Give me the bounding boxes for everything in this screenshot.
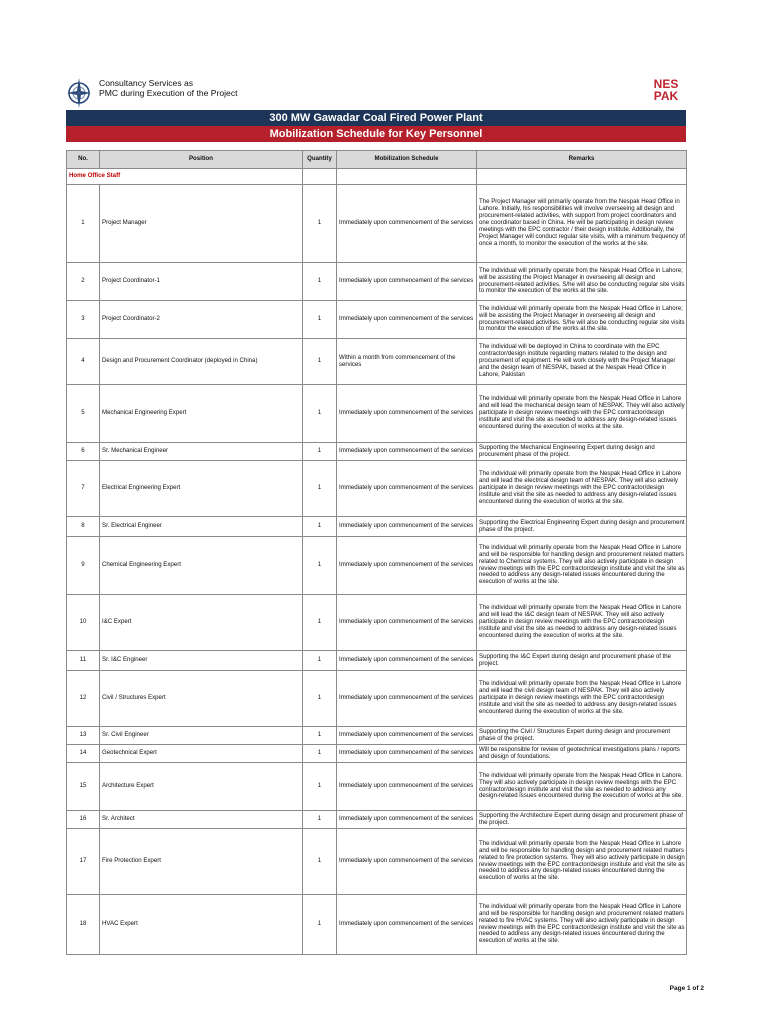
row-quantity: 1 bbox=[303, 829, 337, 895]
row-remarks: The individual will primarily operate from the Nespak Head Office in Lahore and will be responsible for handling design and procurement related matters related to fire protection systems. They will also actively participate in design review meetings with the EPC contractor/design institute and visit the site as needed to address any design-related issues encountered during the execution of works at the site. bbox=[477, 829, 687, 895]
document-header bbox=[66, 76, 686, 110]
row-remarks: The individual will primarily operate from the Nespak Head Office in Lahore and will lead the mechanical design team of NESPAK. They will also actively participate in design review meetings with the EPC contractor/design institute and visit the site as needed to address any design-related issues encountered during the execution of works at the site. bbox=[477, 385, 687, 443]
row-remarks: Supporting the Architecture Expert during design and procurement phase of the project. bbox=[477, 811, 687, 829]
row-position: Project Coordinator-2 bbox=[100, 301, 303, 339]
row-quantity: 1 bbox=[303, 651, 337, 671]
row-position: Civil / Structures Expert bbox=[100, 671, 303, 727]
row-position: Fire Protection Expert bbox=[100, 829, 303, 895]
row-position: Sr. Electrical Engineer bbox=[100, 517, 303, 537]
row-position: Sr. I&C Engineer bbox=[100, 651, 303, 671]
row-number: 16 bbox=[67, 811, 100, 829]
table-row bbox=[67, 301, 687, 339]
row-position: I&C Expert bbox=[100, 595, 303, 651]
table-row bbox=[67, 185, 687, 263]
row-schedule: Immediately upon commencement of the services bbox=[337, 895, 477, 955]
row-quantity: 1 bbox=[303, 339, 337, 385]
row-number: 7 bbox=[67, 461, 100, 517]
row-number: 4 bbox=[67, 339, 100, 385]
row-number: 1 bbox=[67, 185, 100, 263]
section-empty-cell bbox=[477, 169, 687, 185]
section-label: Home Office Staff bbox=[67, 169, 303, 185]
row-quantity: 1 bbox=[303, 537, 337, 595]
section-empty-cell bbox=[303, 169, 337, 185]
page-number: Page 1 of 2 bbox=[669, 985, 704, 992]
row-remarks: Supporting the Mechanical Engineering Expert during design and procurement phase of the project. bbox=[477, 443, 687, 461]
row-quantity: 1 bbox=[303, 263, 337, 301]
row-quantity: 1 bbox=[303, 895, 337, 955]
consultancy-line-2: PMC during Execution of the Project bbox=[99, 88, 238, 98]
row-schedule: Immediately upon commencement of the services bbox=[337, 301, 477, 339]
table-header-row bbox=[67, 151, 687, 169]
row-number: 11 bbox=[67, 651, 100, 671]
row-position: Project Coordinator-1 bbox=[100, 263, 303, 301]
table-row bbox=[67, 671, 687, 727]
row-schedule: Immediately upon commencement of the services bbox=[337, 263, 477, 301]
row-position: Electrical Engineering Expert bbox=[100, 461, 303, 517]
mobilization-schedule-table bbox=[66, 150, 687, 955]
row-position: Mechanical Engineering Expert bbox=[100, 385, 303, 443]
row-schedule: Immediately upon commencement of the services bbox=[337, 461, 477, 517]
table-row bbox=[67, 811, 687, 829]
row-position: Sr. Architect bbox=[100, 811, 303, 829]
row-schedule: Immediately upon commencement of the services bbox=[337, 829, 477, 895]
row-quantity: 1 bbox=[303, 385, 337, 443]
row-schedule: Immediately upon commencement of the services bbox=[337, 745, 477, 763]
table-row bbox=[67, 651, 687, 671]
row-position: Design and Procurement Coordinator (deployed in China) bbox=[100, 339, 303, 385]
row-remarks: The individual will primarily operate from the Nespak Head Office in Lahore. They will also actively participate in design review meetings with the EPC contractor/design institute and visit the site as needed to address any design-related issues encountered during the execution of works at the site. bbox=[477, 763, 687, 811]
table-row bbox=[67, 763, 687, 811]
row-position: Geotechnical Expert bbox=[100, 745, 303, 763]
header-quantity: Quantity bbox=[303, 151, 337, 169]
row-schedule: Immediately upon commencement of the services bbox=[337, 763, 477, 811]
row-quantity: 1 bbox=[303, 185, 337, 263]
row-schedule: Immediately upon commencement of the services bbox=[337, 537, 477, 595]
table-row bbox=[67, 385, 687, 443]
row-number: 18 bbox=[67, 895, 100, 955]
row-remarks: The Project Manager will primarily operate from the Nespak Head Office in Lahore. Initially, his responsibilities will involve overseeing all design and procurement-related activities, with support from project coordinators and one coordinator based in China. He will be participating in design review meetings with the EPC contractor / their design institute. Additionally, the Project Manager will conduct regular site visits, with a minimum frequency of once a month, to monitor the execution of the works at the site. bbox=[477, 185, 687, 263]
row-schedule: Immediately upon commencement of the services bbox=[337, 595, 477, 651]
row-schedule: Immediately upon commencement of the services bbox=[337, 651, 477, 671]
row-quantity: 1 bbox=[303, 443, 337, 461]
compass-logo-icon bbox=[66, 76, 92, 110]
consultancy-text bbox=[99, 78, 238, 98]
row-number: 6 bbox=[67, 443, 100, 461]
row-schedule: Immediately upon commencement of the services bbox=[337, 517, 477, 537]
row-remarks: The individual will primarily operate from the Nespak Head Office in Lahore and will lead the I&C design team of NESPAK. They will also actively participate in design review meetings with the EPC contractor/design institute and visit the site as needed to address any design-related issues encountered during the execution of works at the site. bbox=[477, 595, 687, 651]
table-row bbox=[67, 461, 687, 517]
row-remarks: Supporting the I&C Expert during design and procurement phase of the project. bbox=[477, 651, 687, 671]
row-schedule: Within a month from commencement of the services bbox=[337, 339, 477, 385]
table-row bbox=[67, 443, 687, 461]
row-schedule: Immediately upon commencement of the services bbox=[337, 385, 477, 443]
row-quantity: 1 bbox=[303, 595, 337, 651]
row-remarks: Supporting the Civil / Structures Expert during design and procurement phase of the project. bbox=[477, 727, 687, 745]
row-quantity: 1 bbox=[303, 517, 337, 537]
row-number: 13 bbox=[67, 727, 100, 745]
header-no: No. bbox=[67, 151, 100, 169]
row-quantity: 1 bbox=[303, 763, 337, 811]
row-remarks: The individual will primarily operate from the Nespak Head Office in Lahore and will lead the civil design team of NESPAK. They will also actively participate in design review meetings with the EPC contractor/design institute and visit the site as needed to address any design-related issues encountered during the execution of works at the site. bbox=[477, 671, 687, 727]
table-row bbox=[67, 263, 687, 301]
table-row bbox=[67, 895, 687, 955]
row-remarks: The individual will primarily operate from the Nespak Head Office in Lahore; will be assisting the Project Manager in overseeing all design and procurement-related activities. S/he will also be conducting regular site visits to monitor the execution of the works at the site. bbox=[477, 301, 687, 339]
row-number: 12 bbox=[67, 671, 100, 727]
row-number: 10 bbox=[67, 595, 100, 651]
table-row bbox=[67, 537, 687, 595]
section-empty-cell bbox=[337, 169, 477, 185]
row-remarks: The individual will primarily operate from the Nespak Head Office in Lahore; will be assisting the Project Manager in overseeing all design and procurement-related activities. S/he will also be conducting regular site visits to monitor the execution of the works at the site. bbox=[477, 263, 687, 301]
row-position: Sr. Mechanical Engineer bbox=[100, 443, 303, 461]
row-remarks: The individual will primarily operate from the Nespak Head Office in Lahore and will be responsible for handling design and procurement related matters related to Chemical systems. They will also actively participate in design review meetings with the EPC contractor/design institute and visit the site as needed to address any design-related issues encountered during the execution of works at the site. bbox=[477, 537, 687, 595]
row-schedule: Immediately upon commencement of the services bbox=[337, 185, 477, 263]
row-quantity: 1 bbox=[303, 745, 337, 763]
table-row bbox=[67, 339, 687, 385]
header-schedule: Mobilization Schedule bbox=[337, 151, 477, 169]
consultancy-line-1: Consultancy Services as bbox=[99, 78, 194, 88]
row-number: 17 bbox=[67, 829, 100, 895]
row-schedule: Immediately upon commencement of the services bbox=[337, 671, 477, 727]
row-position: Chemical Engineering Expert bbox=[100, 537, 303, 595]
row-number: 2 bbox=[67, 263, 100, 301]
nespak-logo-icon bbox=[646, 77, 686, 103]
row-quantity: 1 bbox=[303, 671, 337, 727]
row-remarks: Will be responsible for review of geotechnical investigations plans / reports and design of foundations. bbox=[477, 745, 687, 763]
row-remarks: The individual will primarily operate from the Nespak Head Office in Lahore and will lead the electrical design team of NESPAK. They will also actively participate in design review meetings with the EPC contractor/design institute and visit the site as needed to address any design-related issues encountered during the execution of works at the site. bbox=[477, 461, 687, 517]
row-quantity: 1 bbox=[303, 461, 337, 517]
row-number: 3 bbox=[67, 301, 100, 339]
row-position: HVAC Expert bbox=[100, 895, 303, 955]
row-schedule: Immediately upon commencement of the services bbox=[337, 443, 477, 461]
row-position: Architecture Expert bbox=[100, 763, 303, 811]
row-quantity: 1 bbox=[303, 811, 337, 829]
row-position: Sr. Civil Engineer bbox=[100, 727, 303, 745]
table-row bbox=[67, 517, 687, 537]
project-title-banner: 300 MW Gawadar Coal Fired Power Plant bbox=[66, 110, 686, 126]
row-schedule: Immediately upon commencement of the services bbox=[337, 811, 477, 829]
table-row bbox=[67, 727, 687, 745]
row-number: 8 bbox=[67, 517, 100, 537]
row-remarks: Supporting the Electrical Engineering Expert during design and procurement phase of the project. bbox=[477, 517, 687, 537]
row-quantity: 1 bbox=[303, 301, 337, 339]
table-row bbox=[67, 745, 687, 763]
row-number: 15 bbox=[67, 763, 100, 811]
nespak-logo-bottom: PAK bbox=[653, 89, 679, 103]
row-quantity: 1 bbox=[303, 727, 337, 745]
header-remarks: Remarks bbox=[477, 151, 687, 169]
row-number: 9 bbox=[67, 537, 100, 595]
section-row bbox=[67, 169, 687, 185]
table-row bbox=[67, 595, 687, 651]
header-position: Position bbox=[100, 151, 303, 169]
table-row bbox=[67, 829, 687, 895]
row-position: Project Manager bbox=[100, 185, 303, 263]
schedule-title-banner: Mobilization Schedule for Key Personnel bbox=[66, 126, 686, 142]
row-remarks: The individual will primarily operate from the Nespak Head Office in Lahore and will be responsible for handling design and procurement related matters related to fire HVAC systems. They will also actively participate in design review meetings with the EPC contractor/design institute and visit the site as needed to address any design-related issues encountered during the execution of works at the site. bbox=[477, 895, 687, 955]
row-schedule: Immediately upon commencement of the services bbox=[337, 727, 477, 745]
row-remarks: The individual will be deployed in China to coordinate with the EPC contractor/design institute regarding matters related to the design and procurement of equipment. He will work closely with the Project Manager and the design team of NESPAK, based at the Nespak Head Office in Lahore, Pakistan bbox=[477, 339, 687, 385]
row-number: 14 bbox=[67, 745, 100, 763]
nespak-logo-top: NES bbox=[653, 77, 679, 91]
row-number: 5 bbox=[67, 385, 100, 443]
